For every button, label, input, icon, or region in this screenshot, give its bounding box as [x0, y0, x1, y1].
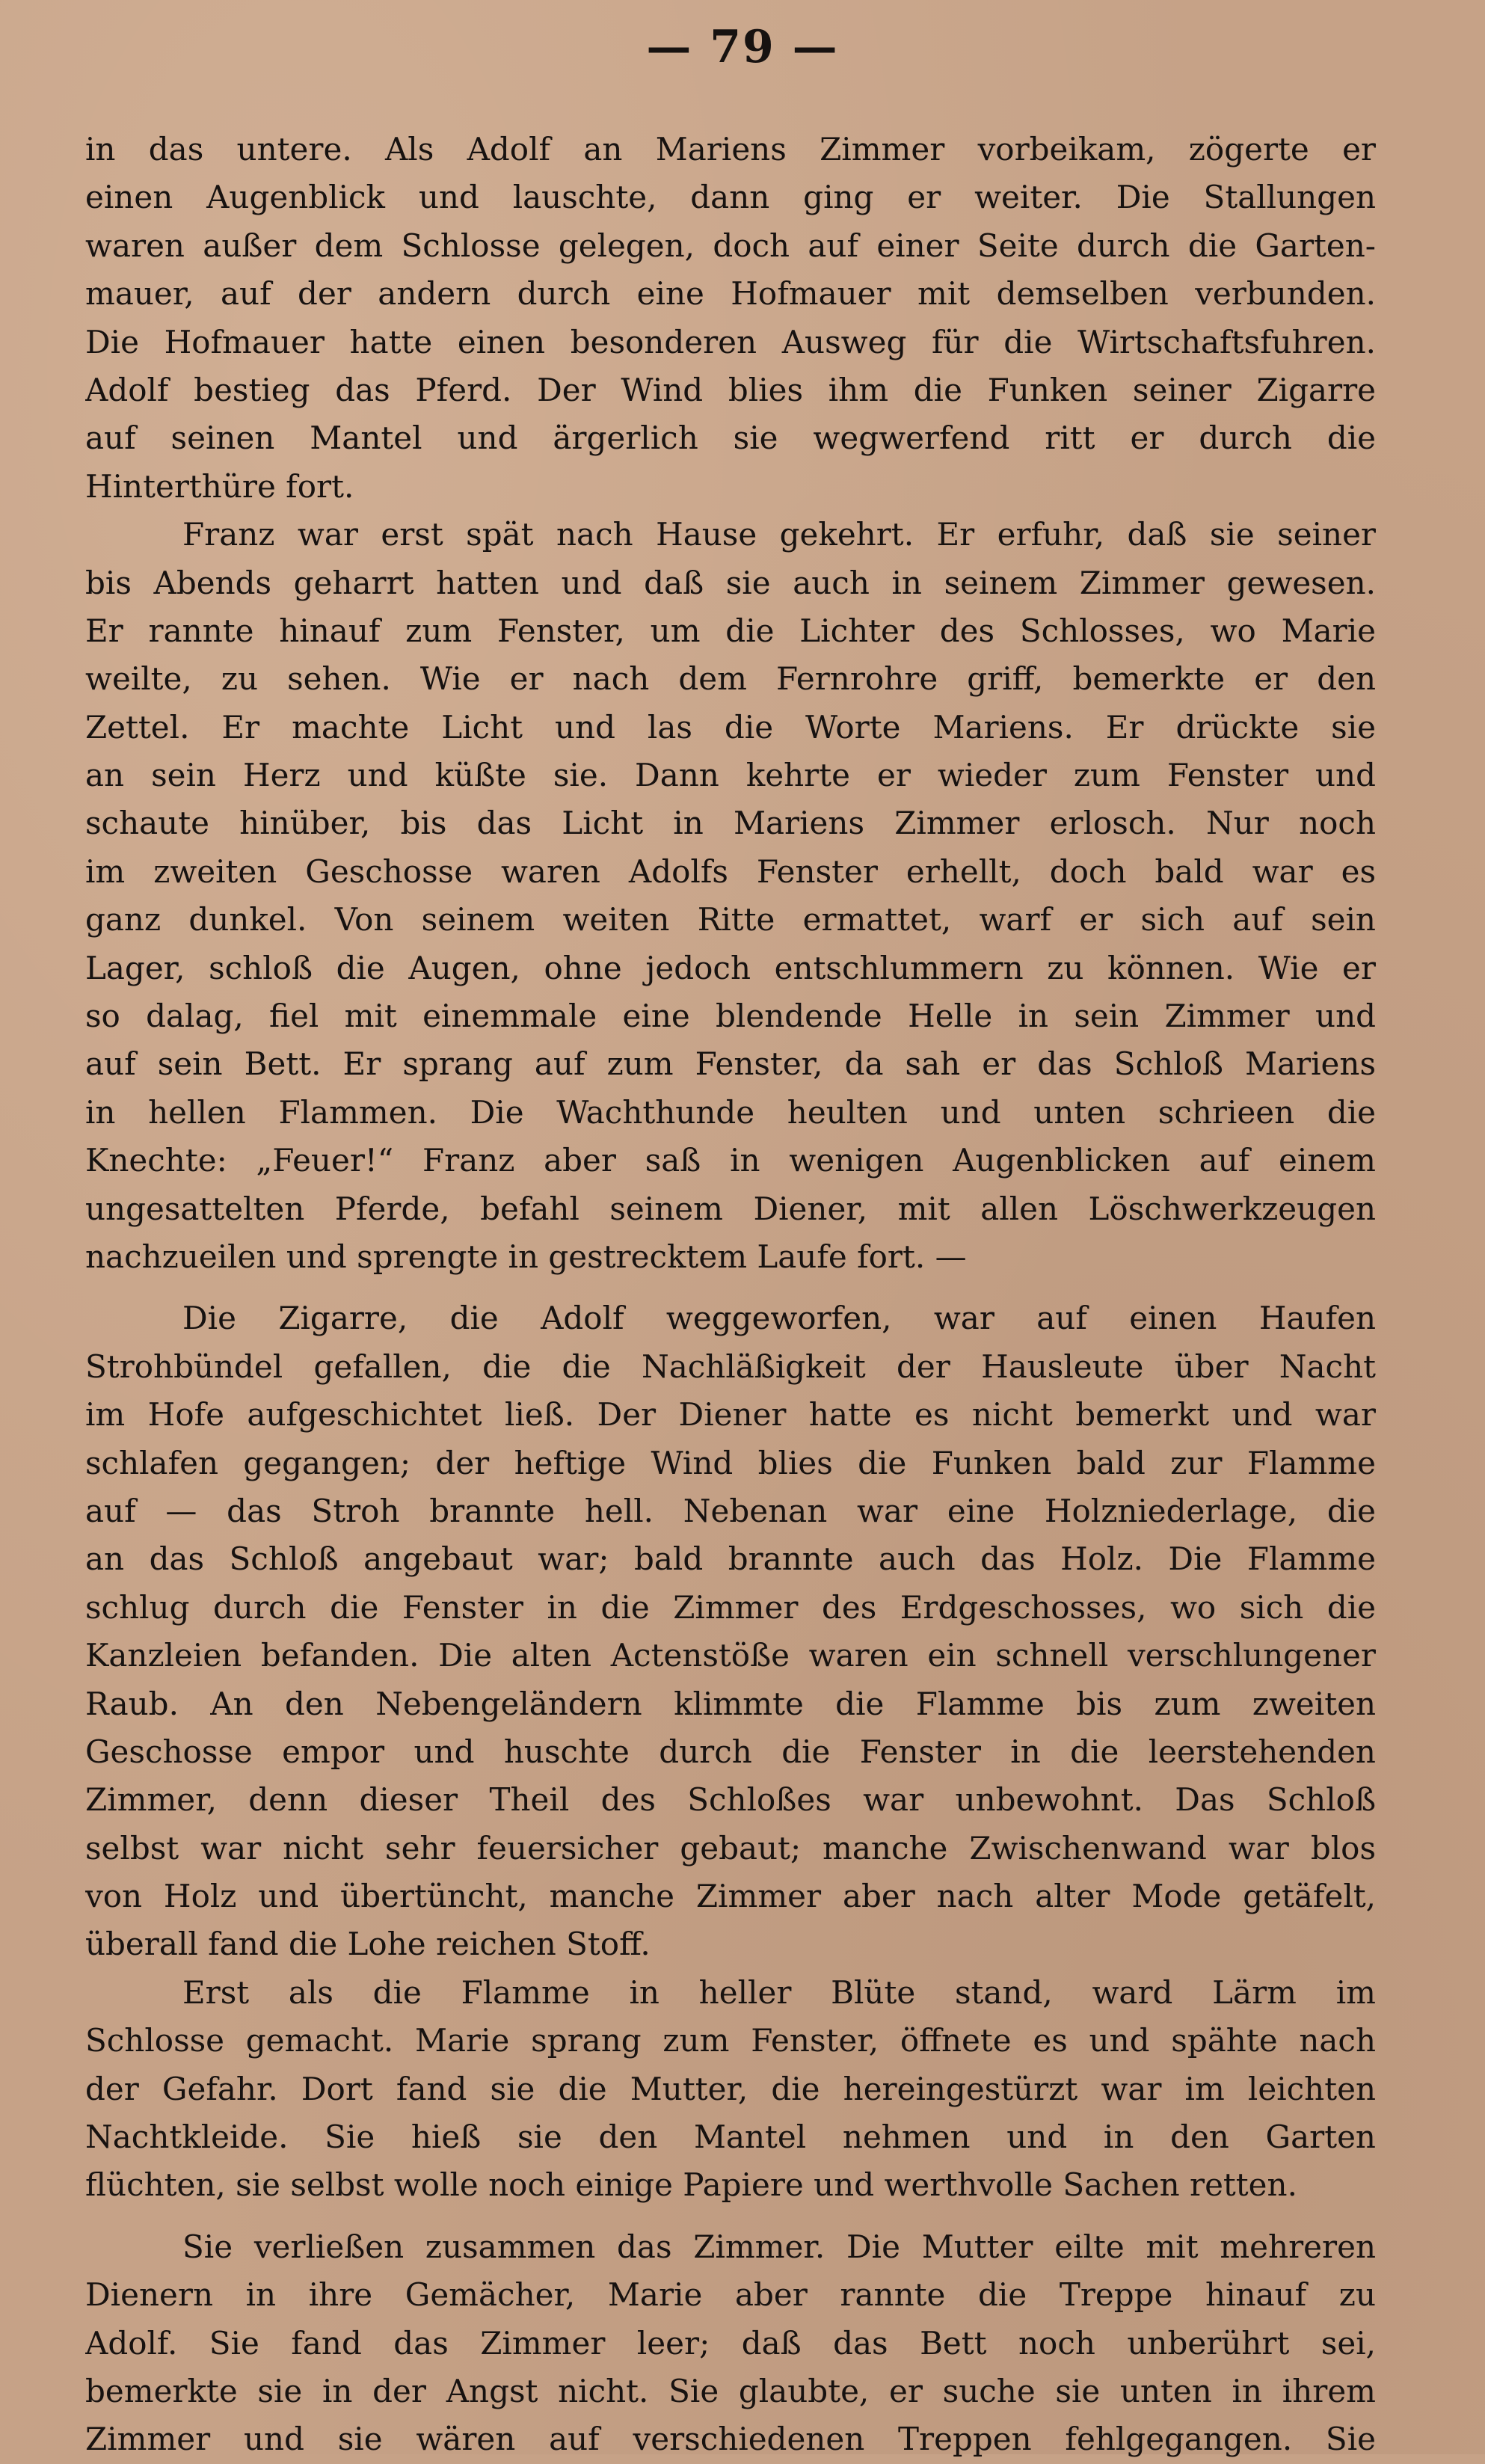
- text-line: auf — das Stroh brannte hell. Nebenan war eine Holzniederlage, die: [85, 1492, 1376, 1529]
- text-line: Zimmer, denn dieser Theil des Schloßes war unbewohnt. Das Schloß: [85, 1781, 1376, 1819]
- text-line: mauer, auf der andern durch eine Hofmauer mit demselben verbunden.: [85, 275, 1376, 313]
- text-line: Die Hofmauer hatte einen besonderen Ausweg für die Wirtschaftsfuhren.: [85, 323, 1376, 360]
- paragraph-2: [85, 511, 1376, 1281]
- text-line: Raub. An den Nebengeländern klimmte die Flamme bis zum zweiten: [85, 1685, 1376, 1722]
- text-line: auf sein Bett. Er sprang auf zum Fenster, da sah er das Schloß Mariens: [85, 1045, 1376, 1083]
- text-line: Franz war erst spät nach Hause gekehrt. Er erfuhr, daß sie seiner: [182, 516, 1376, 553]
- paragraph-5: [85, 2223, 1376, 2464]
- text-line: so dalag, fiel mit einemmale eine blendende Helle in sein Zimmer und: [85, 998, 1376, 1035]
- text-line: bemerkte sie in der Angst nicht. Sie glaubte, er suche sie unten in ihrem: [85, 2372, 1376, 2409]
- text-line: nachzueilen und sprengte in gestrecktem Laufe fort. —: [85, 1238, 967, 1275]
- text-line: schaute hinüber, bis das Licht in Mariens Zimmer erlosch. Nur noch: [85, 805, 1376, 842]
- text-line: Zimmer und sie wären auf verschiedenen Treppen fehlgegangen. Sie: [85, 2421, 1376, 2458]
- text-line: Lager, schloß die Augen, ohne jedoch entschlummern zu können. Wie er: [85, 949, 1376, 986]
- text-line: von Holz und übertüncht, manche Zimmer aber nach alter Mode getäfelt,: [85, 1878, 1376, 1915]
- text-line: an sein Herz und küßte sie. Dann kehrte er wieder zum Fenster und: [85, 757, 1376, 794]
- text-line: Dienern in ihre Gemächer, Marie aber rannte die Treppe hinauf zu: [85, 2276, 1376, 2314]
- text-line: selbst war nicht sehr feuersicher gebaut; manche Zwischenwand war blos: [85, 1829, 1376, 1867]
- text-line: schlafen gegangen; der heftige Wind blies die Funken bald zur Flamme: [85, 1444, 1376, 1481]
- text-line: Adolf. Sie fand das Zimmer leer; daß das Bett noch unberührt sei,: [85, 2324, 1376, 2362]
- page-number: — 79 —: [646, 21, 839, 73]
- text-line: auf seinen Mantel und ärgerlich sie wegwerfend ritt er durch die: [85, 420, 1376, 457]
- text-line: einen Augenblick und lauschte, dann ging er weiter. Die Stallungen: [85, 179, 1376, 216]
- text-line: Adolf bestieg das Pferd. Der Wind blies ihm die Funken seiner Zigarre: [85, 371, 1376, 408]
- text-line: im zweiten Geschosse waren Adolfs Fenster erhellt, doch bald war es: [85, 852, 1376, 890]
- body-text: [85, 126, 1376, 2464]
- text-line: Die Zigarre, die Adolf weggeworfen, war auf einen Haufen: [182, 1300, 1376, 1337]
- text-line: Nachtkleide. Sie hieß sie den Mantel nehmen und in den Garten: [85, 2119, 1376, 2156]
- paragraph-gap: [85, 2210, 1376, 2223]
- text-line: ungesattelten Pferde, befahl seinem Diener, mit allen Löschwerkzeugen: [85, 1190, 1376, 1227]
- text-line: ganz dunkel. Von seinem weiten Ritte ermattet, warf er sich auf sein: [85, 901, 1376, 938]
- paragraph-1: [85, 126, 1376, 511]
- text-line: Erst als die Flamme in heller Blüte stand, ward Lärm im: [182, 1973, 1376, 2011]
- paragraph-3: [85, 1294, 1376, 1968]
- text-line: Schlosse gemacht. Marie sprang zum Fenster, öffnete es und spähte nach: [85, 2022, 1376, 2059]
- text-line: der Gefahr. Dort fand sie die Mutter, die hereingestürzt war im leichten: [85, 2070, 1376, 2107]
- text-line: im Hofe aufgeschichtet ließ. Der Diener hatte es nicht bemerkt und war: [85, 1396, 1376, 1434]
- paragraph-gap: [85, 1281, 1376, 1294]
- text-line: Sie verließen zusammen das Zimmer. Die Mutter eilte mit mehreren: [182, 2228, 1376, 2265]
- text-line: überall fand die Lohe reichen Stoff.: [85, 1926, 651, 1963]
- text-line: Strohbündel gefallen, die die Nachläßigkeit der Hausleute über Nacht: [85, 1348, 1376, 1385]
- text-line: bis Abends geharrt hatten und daß sie auch in seinem Zimmer gewesen.: [85, 564, 1376, 601]
- text-line: in hellen Flammen. Die Wachthunde heulten und unten schrieen die: [85, 1093, 1376, 1131]
- text-line: Hinterthüre fort.: [85, 467, 354, 505]
- text-line: schlug durch die Fenster in die Zimmer des Erdgeschosses, wo sich die: [85, 1588, 1376, 1626]
- paragraph-4: [85, 1969, 1376, 2210]
- text-line: weilte, zu sehen. Wie er nach dem Fernrohre griff, bemerkte er den: [85, 660, 1376, 698]
- text-line: Er rannte hinauf zum Fenster, um die Lichter des Schlosses, wo Marie: [85, 612, 1376, 649]
- text-line: Geschosse empor und huschte durch die Fenster in die leerstehenden: [85, 1733, 1376, 1770]
- text-line: in das untere. Als Adolf an Mariens Zimmer vorbeikam, zögerte er: [85, 131, 1376, 168]
- text-line: Zettel. Er machte Licht und las die Worte Mariens. Er drückte sie: [85, 708, 1376, 746]
- text-line: waren außer dem Schlosse gelegen, doch auf einer Seite durch die Garten-: [85, 227, 1376, 264]
- text-line: an das Schloß angebaut war; bald brannte auch das Holz. Die Flamme: [85, 1540, 1376, 1578]
- text-line: Kanzleien befanden. Die alten Actenstöße waren ein schnell verschlungener: [85, 1637, 1376, 1674]
- text-line: Knechte: „Feuer!“ Franz aber saß in wenigen Augenblicken auf einem: [85, 1142, 1376, 1179]
- text-line: flüchten, sie selbst wolle noch einige Papiere und werthvolle Sachen retten.: [85, 2166, 1297, 2204]
